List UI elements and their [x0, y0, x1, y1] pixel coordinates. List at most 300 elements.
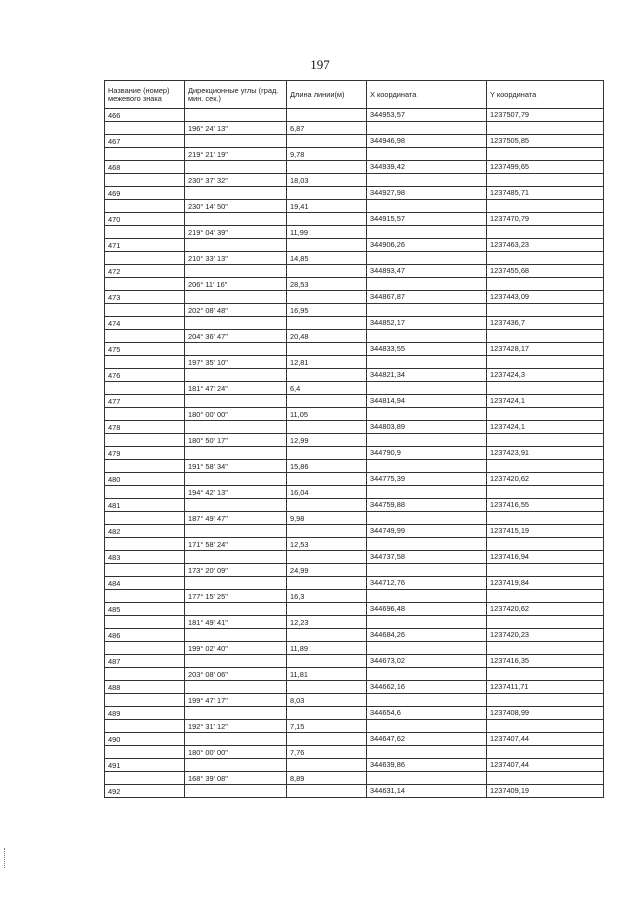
cell-y: [487, 746, 604, 759]
cell-name: 484: [105, 577, 185, 590]
cell-length: 24,99: [287, 564, 367, 577]
cell-name: [105, 720, 185, 733]
cell-angle: [185, 603, 287, 616]
segment-row: [105, 590, 604, 603]
cell-name: [105, 200, 185, 213]
cell-angle: 194° 42' 13": [185, 486, 287, 499]
cell-y: [487, 616, 604, 629]
cell-name: [105, 772, 185, 785]
cell-length: 12,23: [287, 616, 367, 629]
cell-y: [487, 590, 604, 603]
segment-row: [105, 512, 604, 525]
cell-y: [487, 174, 604, 187]
cell-angle: [185, 473, 287, 486]
cell-x: 344927,98: [367, 187, 487, 200]
cell-x: 344803,89: [367, 421, 487, 434]
cell-angle: 204° 36' 47": [185, 330, 287, 343]
cell-length: 11,81: [287, 668, 367, 681]
cell-y: 1237505,85: [487, 135, 604, 148]
cell-length: [287, 213, 367, 226]
cell-angle: 173° 20' 09": [185, 564, 287, 577]
cell-x: 344790,9: [367, 447, 487, 460]
cell-y: 1237499,65: [487, 161, 604, 174]
cell-angle: [185, 681, 287, 694]
cell-x: 344712,76: [367, 577, 487, 590]
segment-row: [105, 174, 604, 187]
cell-name: [105, 434, 185, 447]
cell-x: 344647,62: [367, 733, 487, 746]
cell-angle: 192° 31' 12": [185, 720, 287, 733]
table-body: [105, 109, 604, 798]
cell-length: 12,53: [287, 538, 367, 551]
segment-row: [105, 200, 604, 213]
cell-name: 466: [105, 109, 185, 122]
cell-y: 1237424,3: [487, 369, 604, 382]
cell-name: [105, 564, 185, 577]
cell-name: 472: [105, 265, 185, 278]
cell-y: [487, 512, 604, 525]
segment-row: [105, 720, 604, 733]
segment-row: [105, 408, 604, 421]
segment-row: [105, 486, 604, 499]
cell-angle: [185, 317, 287, 330]
cell-length: 9,78: [287, 148, 367, 161]
cell-angle: 171° 58' 24": [185, 538, 287, 551]
cell-x: [367, 746, 487, 759]
cell-length: [287, 161, 367, 174]
segment-row: [105, 330, 604, 343]
cell-angle: [185, 343, 287, 356]
cell-name: [105, 746, 185, 759]
cell-name: 477: [105, 395, 185, 408]
cell-y: [487, 772, 604, 785]
cell-length: [287, 681, 367, 694]
point-row: [105, 551, 604, 564]
point-row: [105, 109, 604, 122]
coordinates-table: [104, 80, 604, 798]
cell-name: 485: [105, 603, 185, 616]
cell-length: [287, 265, 367, 278]
cell-y: 1237436,7: [487, 317, 604, 330]
cell-y: 1237424,1: [487, 395, 604, 408]
cell-x: [367, 720, 487, 733]
header-y: Y координата: [487, 81, 604, 109]
cell-x: [367, 278, 487, 291]
cell-x: 344673,02: [367, 655, 487, 668]
cell-name: [105, 512, 185, 525]
cell-angle: [185, 525, 287, 538]
cell-angle: 180° 50' 17": [185, 434, 287, 447]
point-row: [105, 785, 604, 798]
cell-length: 8,89: [287, 772, 367, 785]
cell-name: [105, 486, 185, 499]
cell-angle: 203° 08' 06": [185, 668, 287, 681]
point-row: [105, 161, 604, 174]
point-row: [105, 265, 604, 278]
point-row: [105, 577, 604, 590]
header-length: Длина линии(м): [287, 81, 367, 109]
cell-y: 1237420,23: [487, 629, 604, 642]
cell-name: [105, 590, 185, 603]
cell-length: [287, 733, 367, 746]
cell-length: [287, 525, 367, 538]
header-angle: Дирекционные углы (град. мин. сек.): [185, 81, 287, 109]
cell-x: [367, 226, 487, 239]
cell-length: [287, 759, 367, 772]
cell-length: [287, 369, 367, 382]
point-row: [105, 525, 604, 538]
cell-angle: 177° 15' 25": [185, 590, 287, 603]
cell-angle: [185, 395, 287, 408]
cell-x: 344953,57: [367, 109, 487, 122]
cell-y: [487, 330, 604, 343]
cell-y: 1237411,71: [487, 681, 604, 694]
point-row: [105, 473, 604, 486]
cell-x: [367, 408, 487, 421]
cell-name: [105, 330, 185, 343]
cell-angle: [185, 291, 287, 304]
cell-x: 344696,48: [367, 603, 487, 616]
cell-name: 489: [105, 707, 185, 720]
cell-length: [287, 395, 367, 408]
cell-angle: [185, 421, 287, 434]
segment-row: [105, 642, 604, 655]
cell-x: 344639,86: [367, 759, 487, 772]
cell-name: 486: [105, 629, 185, 642]
cell-length: 16,04: [287, 486, 367, 499]
cell-name: [105, 252, 185, 265]
cell-x: 344893,47: [367, 265, 487, 278]
cell-y: 1237443,09: [487, 291, 604, 304]
table-header-row: [105, 81, 604, 109]
cell-angle: [185, 239, 287, 252]
cell-y: 1237416,35: [487, 655, 604, 668]
cell-name: 482: [105, 525, 185, 538]
cell-x: [367, 564, 487, 577]
cell-name: 470: [105, 213, 185, 226]
cell-length: 11,89: [287, 642, 367, 655]
cell-x: 344775,39: [367, 473, 487, 486]
cell-name: [105, 642, 185, 655]
point-row: [105, 421, 604, 434]
cell-name: 480: [105, 473, 185, 486]
cell-y: [487, 278, 604, 291]
cell-y: [487, 538, 604, 551]
cell-length: [287, 603, 367, 616]
cell-y: 1237424,1: [487, 421, 604, 434]
cell-x: 344814,94: [367, 395, 487, 408]
cell-length: [287, 291, 367, 304]
cell-y: 1237407,44: [487, 733, 604, 746]
cell-name: [105, 278, 185, 291]
cell-length: [287, 109, 367, 122]
point-row: [105, 343, 604, 356]
cell-length: [287, 551, 367, 564]
segment-row: [105, 148, 604, 161]
cell-name: 483: [105, 551, 185, 564]
header-x: X координата: [367, 81, 487, 109]
cell-name: [105, 356, 185, 369]
cell-angle: [185, 213, 287, 226]
point-row: [105, 629, 604, 642]
cell-angle: [185, 499, 287, 512]
cell-y: 1237485,71: [487, 187, 604, 200]
cell-name: 488: [105, 681, 185, 694]
cell-angle: 196° 24' 13": [185, 122, 287, 135]
header-name: Название (номер) межевого знака: [105, 81, 185, 109]
cell-angle: [185, 733, 287, 746]
segment-row: [105, 460, 604, 473]
cell-x: 344867,87: [367, 291, 487, 304]
point-row: [105, 655, 604, 668]
cell-name: [105, 616, 185, 629]
cell-y: 1237409,19: [487, 785, 604, 798]
cell-length: 16,3: [287, 590, 367, 603]
cell-x: [367, 434, 487, 447]
cell-angle: 202° 08' 48": [185, 304, 287, 317]
cell-name: [105, 694, 185, 707]
cell-name: 491: [105, 759, 185, 772]
cell-length: 15,86: [287, 460, 367, 473]
cell-y: 1237470,79: [487, 213, 604, 226]
cell-length: 12,81: [287, 356, 367, 369]
point-row: [105, 707, 604, 720]
cell-x: 344654,6: [367, 707, 487, 720]
cell-x: [367, 512, 487, 525]
cell-x: [367, 538, 487, 551]
point-row: [105, 759, 604, 772]
cell-x: [367, 694, 487, 707]
cell-name: 475: [105, 343, 185, 356]
cell-name: 487: [105, 655, 185, 668]
cell-name: [105, 538, 185, 551]
cell-angle: [185, 759, 287, 772]
cell-y: [487, 694, 604, 707]
cell-name: 492: [105, 785, 185, 798]
cell-x: [367, 304, 487, 317]
cell-y: [487, 486, 604, 499]
cell-name: 467: [105, 135, 185, 148]
cell-length: 7,15: [287, 720, 367, 733]
segment-row: [105, 304, 604, 317]
cell-y: 1237416,55: [487, 499, 604, 512]
cell-length: [287, 239, 367, 252]
cell-name: 478: [105, 421, 185, 434]
cell-x: 344684,26: [367, 629, 487, 642]
segment-row: [105, 538, 604, 551]
cell-length: 12,99: [287, 434, 367, 447]
cell-y: [487, 720, 604, 733]
cell-y: 1237420,62: [487, 603, 604, 616]
cell-x: [367, 382, 487, 395]
cell-length: [287, 499, 367, 512]
cell-y: [487, 304, 604, 317]
segment-row: [105, 564, 604, 577]
cell-name: [105, 668, 185, 681]
cell-y: 1237407,44: [487, 759, 604, 772]
cell-y: [487, 148, 604, 161]
cell-angle: 187° 49' 47": [185, 512, 287, 525]
cell-name: [105, 408, 185, 421]
cell-angle: [185, 655, 287, 668]
cell-length: 19,41: [287, 200, 367, 213]
cell-name: 481: [105, 499, 185, 512]
cell-y: 1237463,23: [487, 239, 604, 252]
segment-row: [105, 382, 604, 395]
cell-length: [287, 447, 367, 460]
cell-name: [105, 460, 185, 473]
cell-y: 1237428,17: [487, 343, 604, 356]
cell-x: [367, 668, 487, 681]
cell-name: 490: [105, 733, 185, 746]
cell-angle: 180° 00' 00": [185, 408, 287, 421]
cell-x: [367, 330, 487, 343]
cell-length: 6,4: [287, 382, 367, 395]
point-row: [105, 187, 604, 200]
cell-x: 344759,88: [367, 499, 487, 512]
cell-angle: 199° 47' 17": [185, 694, 287, 707]
segment-row: [105, 252, 604, 265]
cell-y: [487, 460, 604, 473]
cell-name: 468: [105, 161, 185, 174]
cell-angle: [185, 577, 287, 590]
cell-y: [487, 564, 604, 577]
cell-length: 8,03: [287, 694, 367, 707]
cell-length: 11,99: [287, 226, 367, 239]
cell-y: [487, 408, 604, 421]
cell-angle: 197° 35' 10": [185, 356, 287, 369]
cell-angle: 230° 14' 50": [185, 200, 287, 213]
cell-angle: 181° 47' 24": [185, 382, 287, 395]
cell-length: [287, 655, 367, 668]
cell-y: 1237420,62: [487, 473, 604, 486]
cell-y: [487, 382, 604, 395]
cell-angle: [185, 551, 287, 564]
point-row: [105, 395, 604, 408]
cell-y: 1237507,79: [487, 109, 604, 122]
cell-name: 471: [105, 239, 185, 252]
cell-x: 344833,55: [367, 343, 487, 356]
cell-length: 6,87: [287, 122, 367, 135]
cell-length: 18,03: [287, 174, 367, 187]
point-row: [105, 317, 604, 330]
cell-x: [367, 460, 487, 473]
cell-angle: [185, 707, 287, 720]
cell-angle: [185, 447, 287, 460]
cell-angle: 206° 11' 16": [185, 278, 287, 291]
cell-x: 344749,99: [367, 525, 487, 538]
segment-row: [105, 772, 604, 785]
point-row: [105, 681, 604, 694]
cell-y: 1237455,68: [487, 265, 604, 278]
cell-y: 1237408,99: [487, 707, 604, 720]
cell-y: 1237419,84: [487, 577, 604, 590]
cell-length: 20,48: [287, 330, 367, 343]
cell-x: [367, 252, 487, 265]
segment-row: [105, 122, 604, 135]
cell-angle: 191° 58' 34": [185, 460, 287, 473]
cell-name: 476: [105, 369, 185, 382]
cell-length: [287, 473, 367, 486]
cell-length: [287, 707, 367, 720]
segment-row: [105, 434, 604, 447]
cell-x: [367, 486, 487, 499]
cell-name: [105, 304, 185, 317]
cell-y: [487, 226, 604, 239]
cell-x: 344939,42: [367, 161, 487, 174]
cell-x: [367, 772, 487, 785]
segment-row: [105, 616, 604, 629]
cell-length: 9,98: [287, 512, 367, 525]
segment-row: [105, 278, 604, 291]
cell-angle: 219° 04' 39": [185, 226, 287, 239]
cell-angle: [185, 785, 287, 798]
cell-name: [105, 226, 185, 239]
page-number: 197: [310, 57, 330, 72]
cell-length: [287, 629, 367, 642]
cell-y: 1237423,91: [487, 447, 604, 460]
cell-x: [367, 200, 487, 213]
cell-angle: 210° 33' 13": [185, 252, 287, 265]
cell-x: 344737,58: [367, 551, 487, 564]
cell-y: 1237416,94: [487, 551, 604, 564]
cell-x: [367, 616, 487, 629]
segment-row: [105, 356, 604, 369]
cell-angle: [185, 109, 287, 122]
cell-name: [105, 148, 185, 161]
cell-x: [367, 122, 487, 135]
cell-length: [287, 187, 367, 200]
cell-angle: 219° 21' 19": [185, 148, 287, 161]
cell-x: [367, 642, 487, 655]
cell-name: [105, 382, 185, 395]
cell-length: [287, 785, 367, 798]
cell-name: 474: [105, 317, 185, 330]
segment-row: [105, 694, 604, 707]
cell-x: [367, 174, 487, 187]
cell-name: [105, 174, 185, 187]
point-row: [105, 499, 604, 512]
cell-length: [287, 317, 367, 330]
cell-length: 28,53: [287, 278, 367, 291]
point-row: [105, 369, 604, 382]
cell-y: [487, 200, 604, 213]
cell-y: [487, 252, 604, 265]
cell-angle: [185, 135, 287, 148]
point-row: [105, 447, 604, 460]
cell-length: 7,76: [287, 746, 367, 759]
segment-row: [105, 226, 604, 239]
cell-angle: [185, 369, 287, 382]
segment-row: [105, 668, 604, 681]
cell-y: [487, 356, 604, 369]
cell-angle: [185, 265, 287, 278]
cell-length: 16,95: [287, 304, 367, 317]
cell-name: [105, 122, 185, 135]
cell-name: 473: [105, 291, 185, 304]
cell-x: [367, 356, 487, 369]
cell-y: [487, 668, 604, 681]
cell-angle: [185, 161, 287, 174]
cell-x: 344631,14: [367, 785, 487, 798]
cell-x: 344662,16: [367, 681, 487, 694]
point-row: [105, 291, 604, 304]
cell-angle: 168° 39' 08": [185, 772, 287, 785]
cell-name: 479: [105, 447, 185, 460]
cell-y: 1237415,19: [487, 525, 604, 538]
cell-y: [487, 642, 604, 655]
cell-length: 14,85: [287, 252, 367, 265]
